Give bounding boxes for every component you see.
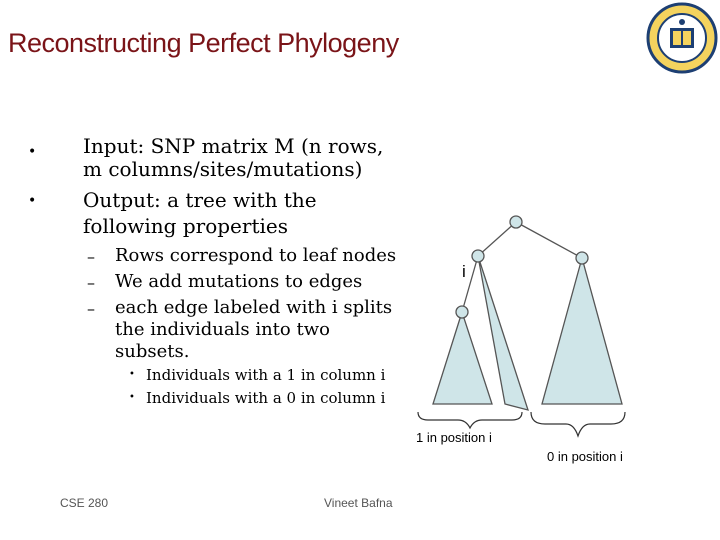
brace-label-one: 1 in position i bbox=[416, 430, 492, 445]
bullet-text: m columns/sites/mutations) bbox=[83, 157, 363, 181]
subtree-triangle-right bbox=[542, 258, 622, 404]
footer-course: CSE 280 bbox=[60, 496, 109, 510]
tree-node bbox=[576, 252, 588, 264]
sub-sub-bullet-text: Individuals with a 1 in column i bbox=[146, 366, 386, 384]
sub-bullet-text: We add mutations to edges bbox=[115, 271, 363, 292]
sub-bullet-text: Rows correspond to leaf nodes bbox=[115, 245, 397, 266]
tree-edge bbox=[478, 222, 516, 256]
bullet-dot: • bbox=[28, 144, 37, 160]
bullet-text: Output: a tree with the bbox=[83, 188, 317, 212]
tree-edge bbox=[516, 222, 582, 258]
subtree-triangle-left bbox=[433, 312, 492, 404]
tree-node bbox=[456, 306, 468, 318]
edge-label-i: i bbox=[462, 262, 466, 281]
sub-sub-bullet-text: Individuals with a 0 in column i bbox=[146, 389, 386, 407]
bullet-text: Input: SNP matrix M (n rows, bbox=[83, 134, 384, 158]
sub-bullet-text: the individuals into two bbox=[115, 319, 330, 340]
dash-marker: – bbox=[87, 247, 95, 266]
bullet-dot: • bbox=[129, 369, 135, 380]
sub-bullet-text: each edge labeled with i splits bbox=[115, 297, 393, 318]
brace-right bbox=[531, 412, 625, 436]
tree-node-root bbox=[510, 216, 522, 228]
dash-marker: – bbox=[87, 299, 95, 318]
dash-marker: – bbox=[87, 273, 95, 292]
slide-title: Reconstructing Perfect Phylogeny bbox=[8, 28, 399, 58]
footer-author: Vineet Bafna bbox=[324, 496, 393, 510]
bullet-dot: • bbox=[28, 193, 37, 209]
sub-bullet-text: subsets. bbox=[115, 341, 190, 362]
bullet-dot: • bbox=[129, 392, 135, 403]
tree-node bbox=[472, 250, 484, 262]
brace-label-zero: 0 in position i bbox=[547, 449, 623, 464]
brace-left bbox=[418, 412, 522, 428]
bullet-text: following properties bbox=[83, 214, 288, 238]
